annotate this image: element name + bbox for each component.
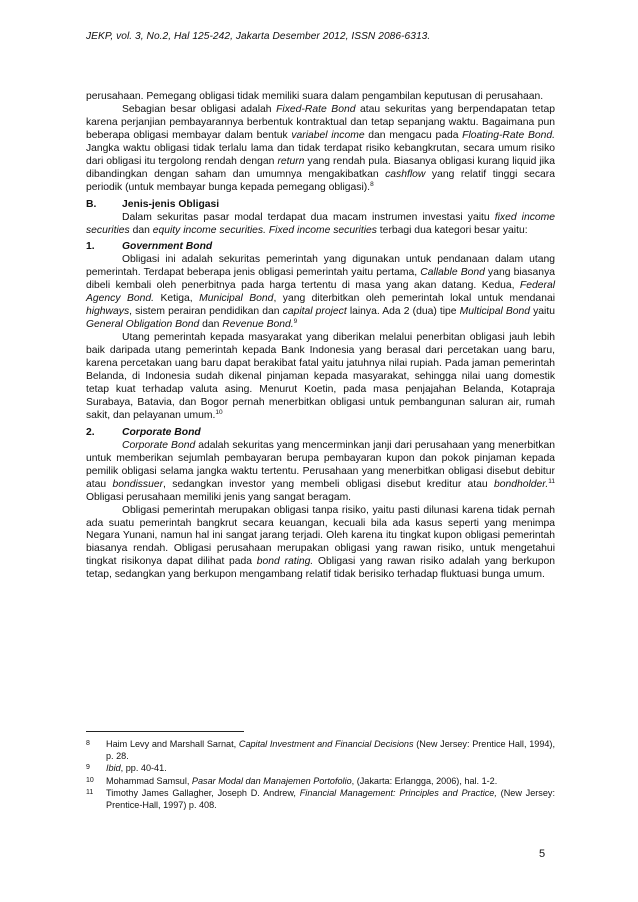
footnote-item: 10 Mohammad Samsul, Pasar Modal dan Manajemen Portofolio, (Jakarta: Erlangga, 2006), hal. 1-2. — [86, 775, 498, 786]
intro-paragraph-2: Sebagian besar obligasi adalah Fixed-Rate Bond atau sekuritas yang berpendapatan tetap karena perjanjian pembayarannya berbentuk kontraktual dan tetap sepanjang waktu. Bagaimana pun beberapa obligasi membayar dalam bentuk variabel income dan mengacu pada Floating-Rate Bond. Jangka waktu obligasi tidak terlalu lama dan tidak terdapat risiko kebangkrutan, secara umum risiko dari obligasi itu tergolong rendah dengan return yang rendah pula. Biasanya obligasi kurang liquid jika dibandingkan dengan saham dan umumnya mengakibatkan cashflow yang relatif tinggi secara periodik (untuk membayar bunga kepada pemegang obligasi).$^8$ — [86, 103, 555, 193]
section-1-paragraph-1: Obligasi ini adalah sekuritas pemerintah yang digunakan untuk pendanaan dalam utang pemerintah. Terdapat beberapa jenis obligasi pemerintah yaitu pertama, Callable Bond yang biasanya dibeli kembali oleh penerbitnya pada harga tertentu di masa yang akan datang. Kedua, Federal Agency Bond. Ketiga, Municipal Bond, yang diterbitkan oleh pemerintah lokal untuk mendanai highways, sistem perairan pendidikan dan capital project lainya. Ada 2 (dua) tipe Multicipal Bond yaitu General Obligation Bond dan Revenue Bond.$^9$ — [86, 254, 555, 331]
footnotes — [86, 739, 555, 813]
section-2-paragraph-1: Corporate Bond adalah sekuritas yang mencerminkan janji dari perusahaan yang menerbitkan untuk memberikan sejumlah pembayaran berupa pembayaran kupon dan pokok pinjaman kepada pemilik obligasi selama jangka waktu tertentu. Perusahaan yang menerbitkan obligasi disebut debitur atau bondissuer, sedangkan investor yang membeli obligasi disebut kreditur atau bondholder.$^{11}$ Obligasi perusahaan memiliki jenis yang sangat beragam. — [86, 439, 555, 503]
footnote-item: 9 Ibid, pp. 40-41. — [86, 763, 167, 774]
section-1-paragraph-2: Utang pemerintah kepada masyarakat yang diberikan melalui penerbitan obligasi jauh lebih baik daripada utang pemerintah kepada Bank Indonesia yang berasal dari percetakan uang baru, karena percetakan uang baru dapat berakibat fatal yaitu jatuhnya nilai rupiah. Pada jaman pemerintah Belanda, di Indonesia sudah dikenal pinjaman kepada masyarakat, sehingga nilai uang domestik tetap kuat terhadap valuta asing. Menurut Koetin, pada masa penjajahan Belanda, Kotapraja Surabaya, Batavia, dan Bogor pernah menerbitkan obligasi untuk pembangunan saluran air, rumah sakit, dan pelayanan umum.$^{10}$ — [86, 332, 555, 421]
page-number: 5 — [539, 848, 546, 860]
footnote-item: 11 Timothy James Gallagher, Joseph D. Andrew, Financial Management: Principles and Practice, (New Jersey: Prentice-Hall, 1997) p. 408. — [86, 788, 555, 810]
running-header: JEKP, vol. 3, No.2, Hal 125-242, Jakarta Desember 2012, ISSN 2086-6313. — [86, 31, 431, 42]
section-2-paragraph-2: Obligasi pemerintah merupakan obligasi tanpa risiko, yaitu pasti dilunasi karena tidak pernah ada suatu pemerintah bangkrut secara keuangan, kecuali bila ada kasus seperti yang menimpa Negara Yunani, namun hal ini sangat jarang terjadi. Oleh karena itu tingkat kupon obligasi pemerintah biasanya rendah. Obligasi perusahaan merupakan obligasi yang rawan risiko, untuk mengetahui tingkat risikonya dapat dilihat pada bond rating. Obligasi yang rawan risiko adalah yang berkupon tetap, sedangkan yang berkupon mengambang relatif tidak berisiko terhadap fluktuasi bunga umum. — [86, 504, 555, 581]
footnote-item: 8 Haim Levy and Marshall Sarnat, Capital Investment and Financial Decisions (New Jersey: Prentice Hall, 1994), p. 28. — [86, 739, 555, 761]
article-body — [86, 91, 555, 582]
footnote-ref[interactable]: 8 — [370, 180, 374, 188]
footnote-ref[interactable]: 10 — [215, 408, 223, 416]
section-heading-2: 2. Corporate Bond — [86, 426, 201, 438]
section-b-paragraph: Dalam sekuritas pasar modal terdapat dua macam instrumen investasi yaitu fixed income securities dan equity income securities. Fixed income securities terbagi dua kategori besar yaitu: — [86, 211, 555, 236]
footnote-ref[interactable]: 9 — [293, 318, 298, 326]
intro-paragraph-1: perusahaan. Pemegang obligasi tidak memiliki suara dalam pengambilan keputusan di perusahaan. — [86, 91, 544, 102]
footnote-ref[interactable]: 11 — [548, 477, 555, 485]
footnote-divider — [86, 731, 244, 732]
section-heading-1: 1. Government Bond — [86, 241, 213, 253]
section-heading-b: B. Jenis-jenis Obligasi — [86, 198, 220, 210]
